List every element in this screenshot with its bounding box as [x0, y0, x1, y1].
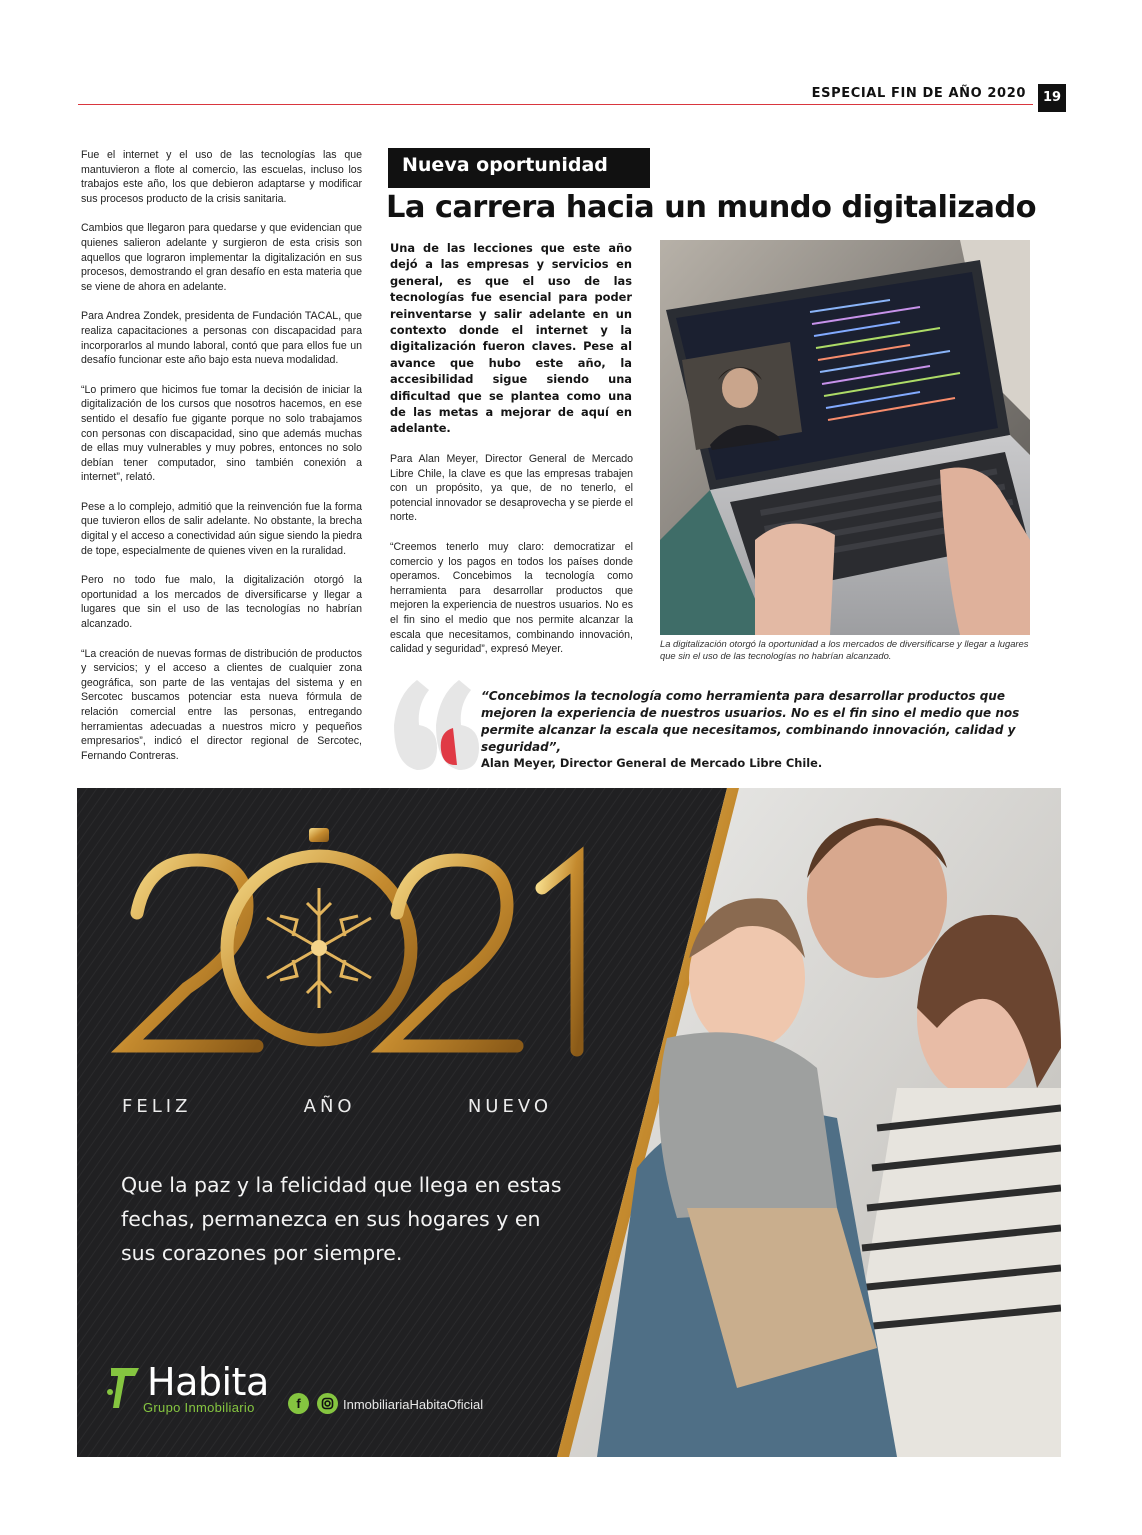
paragraph: Cambios que llegaron para quedarse y que evidencian que quienes salieron adelante y surgieron de esta crisis son aquellos que lograron implementar la digitalización en sus procesos, demostrando el gran desafío en esta materia que se viene de ahora en adelante. [81, 222, 362, 293]
habita-logo-icon [105, 1364, 143, 1410]
instagram-icon [317, 1393, 338, 1414]
brand-name: Habita [147, 1360, 269, 1404]
social-handle: InmobiliariaHabitaOficial [343, 1397, 484, 1412]
facebook-icon: f [288, 1393, 309, 1414]
paragraph: Fue el internet y el uso de las tecnologías las que mantuvieron a flote al comercio, las escuelas, incluso los trabajos este año, los que debieron adaptarse y modificar sus procesos producto de la crisis sanitaria. [81, 149, 362, 205]
section-title: ESPECIAL FIN DE AÑO 2020 [811, 86, 1026, 101]
paragraph: “Creemos tenerlo muy claro: democratizar el comercio y los pagos en todos los países donde operamos. Concebimos la tecnología como herramienta para desarrollar productos que mejoren la experiencia de nuestros usuarios. No es el fin sino el medio que nos permite alcanzar la escala que necesitamos, combinando innovación, calidad y seguridad”, expresó Meyer. [390, 540, 633, 656]
header-rule [78, 104, 1033, 105]
article-headline: La carrera hacia un mundo digitalizado [386, 190, 1036, 225]
pull-quote: “Concebimos la tecnología como herramienta para desarrollar productos que mejoren la experiencia de nuestros usuarios. No es el fin sino el medio que nos permite alcanzar la escala que necesitamos, combinando innovación, calidad y seguridad”, [481, 689, 1020, 754]
ad-greeting: FELIZ AÑO NUEVO [122, 1096, 552, 1117]
article-lead: Una de las lecciones que este año dejó a las empresas y servicios en general, es que el uso de las tecnologías fue esencial para poder reinventarse y salir adelante en un contexto donde el internet y la digitalización fueron claves. Pese al avance que hubo este año, la accesibilidad sigue siendo una dificultad que se plantea como una de las metas a mejorar de aquí en adelante. [390, 241, 632, 436]
paragraph: “Lo primero que hicimos fue tomar la decisión de iniciar la digitalización de los cursos que nosotros hacemos, en ese sentido el desafío fue gigante porque no solo trabajamos con personas con discapacidad, sino que además muchas de ellas muy vulnerables y muy pobres, entonces no solo debían tener computador, sino también conexión a internet”, relató. [81, 383, 362, 484]
laptop-illustration [660, 240, 1030, 635]
page-number: 19 [1038, 84, 1066, 112]
brand-subtitle: Grupo Inmobiliario [143, 1400, 255, 1415]
paragraph: Para Andrea Zondek, presidenta de Fundación TACAL, que realiza capacitaciones a personas con discapacidad para incorporarlos al mundo laboral, contó que para ellos fue un desafío funcionar este año bajo esta nueva modalidad. [81, 310, 362, 367]
left-column [81, 148, 362, 778]
paragraph: Pese a lo complejo, admitió que la reinvención fue la forma que tuvieron ellos de salir adelante. No obstante, la brecha digital y el acceso a conectividad aún sigue siendo la piedra de tope, especialmente de quienes viven en la ruralidad. [81, 500, 362, 557]
middle-column [390, 452, 633, 672]
paragraph: “La creación de nuevas formas de distribución de productos y servicios; y el acceso a clientes de cualquier zona geográfica, son parte de las ventajas del sistema y en Sercotec buscamos potenciar esta nueva fórmula de relación comercial entre las personas, entregando herramientas adecuadas a nuestros micro y pequeños empresarios”, indicó el director regional de Sercotec, Fernando Contreras. [81, 647, 362, 762]
paragraph: Pero no todo fue malo, la digitalización otorgó la oportunidad a los mercados de diversificarse y llegar a lugares que sin el uso de las tecnologías no habrían alcanzado. [81, 574, 362, 631]
photo-caption: La digitalización otorgó la oportunidad a los mercados de diversificarse y llegar a lugares que sin el uso de las tecnologías no habrían alcanzado. [660, 638, 1029, 661]
laptop-photo [660, 240, 1030, 635]
ad-message: Que la paz y la felicidad que llega en estas fechas, permanezca en sus hogares y en sus corazones por siempre. [121, 1173, 562, 1265]
article-kicker: Nueva oportunidad [388, 148, 650, 188]
advertisement [77, 788, 1061, 1457]
ad-artwork [77, 788, 1061, 1457]
paragraph: Para Alan Meyer, Director General de Mercado Libre Chile, la clave es que las empresas trabajen con un propósito, ya que, de no tenerlo, el potencial innovador se desaprovecha y se pierde el norte. [390, 453, 633, 524]
quote-mark-icon [389, 670, 479, 780]
quote-author: Alan Meyer, Director General de Mercado Libre Chile. [481, 756, 823, 770]
